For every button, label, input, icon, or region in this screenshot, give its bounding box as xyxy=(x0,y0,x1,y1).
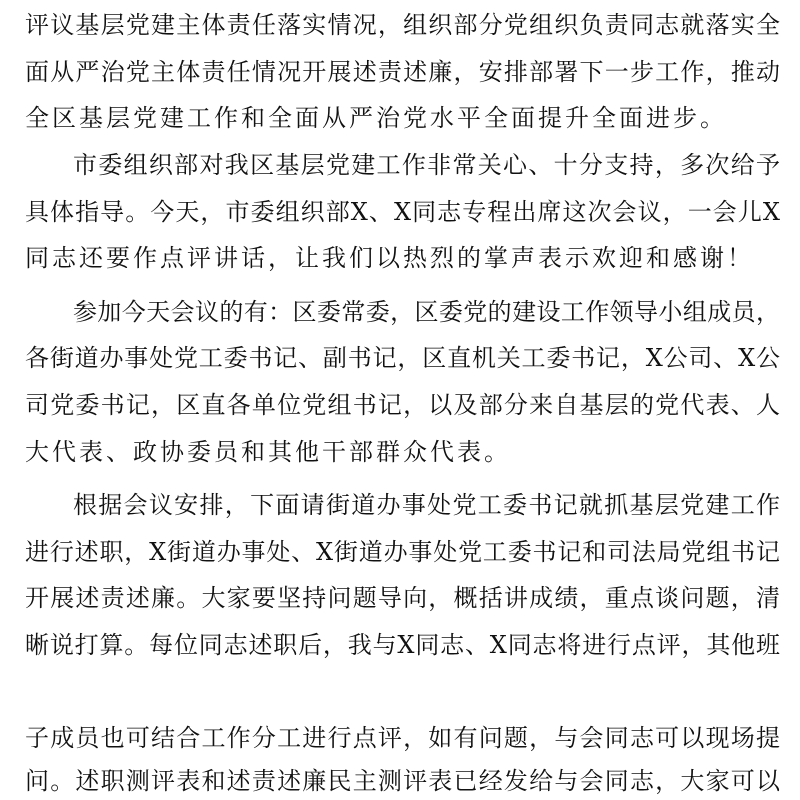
text-line: 评议基层党建主体责任落实情况，组织部分党组织负责同志就落实全 xyxy=(25,11,780,39)
text-line: 同志还要作点评讲话，让我们以热烈的掌声表示欢迎和感谢！ xyxy=(25,244,754,272)
text-line: 市委组织部对我区基层党建工作非常关心、十分支持，多次给予 xyxy=(73,151,780,179)
text-line: 晰说打算。每位同志述职后，我与X同志、X同志将进行点评，其他班 xyxy=(25,631,780,659)
text-line: 面从严治党主体责任情况开展述责述廉，安排部署下一步工作，推动 xyxy=(25,58,780,86)
text-line: 参加今天会议的有：区委常委，区委党的建设工作领导小组成员， xyxy=(73,298,780,326)
text-line: 根据会议安排，下面请街道办事处党工委书记就抓基层党建工作 xyxy=(73,491,780,519)
text-line: 进行述职，X街道办事处、X街道办事处党工委书记和司法局党组书记 xyxy=(25,538,780,566)
text-line: 开展述责述廉。大家要坚持问题导向，概括讲成绩，重点谈问题，清 xyxy=(25,584,780,612)
text-line: 各街道办事处党工委书记、副书记，区直机关工委书记，X公司、X公 xyxy=(25,344,780,372)
text-line: 全区基层党建工作和全面从严治党水平全面提升全面进步。 xyxy=(25,104,727,132)
text-line: 具体指导。今天，市委组织部X、X同志专程出席这次会议，一会儿X xyxy=(25,198,780,226)
text-line: 大代表、政协委员和其他干部群众代表。 xyxy=(25,438,511,466)
text-line: 问。述职测评表和述责述廉民主测评表已经发给与会同志，大家可以 xyxy=(25,767,780,795)
text-line: 子成员也可结合工作分工进行点评，如有问题，与会同志可以现场提 xyxy=(25,724,780,752)
text-line: 司党委书记，区直各单位党组书记，以及部分来自基层的党代表、人 xyxy=(25,391,780,419)
